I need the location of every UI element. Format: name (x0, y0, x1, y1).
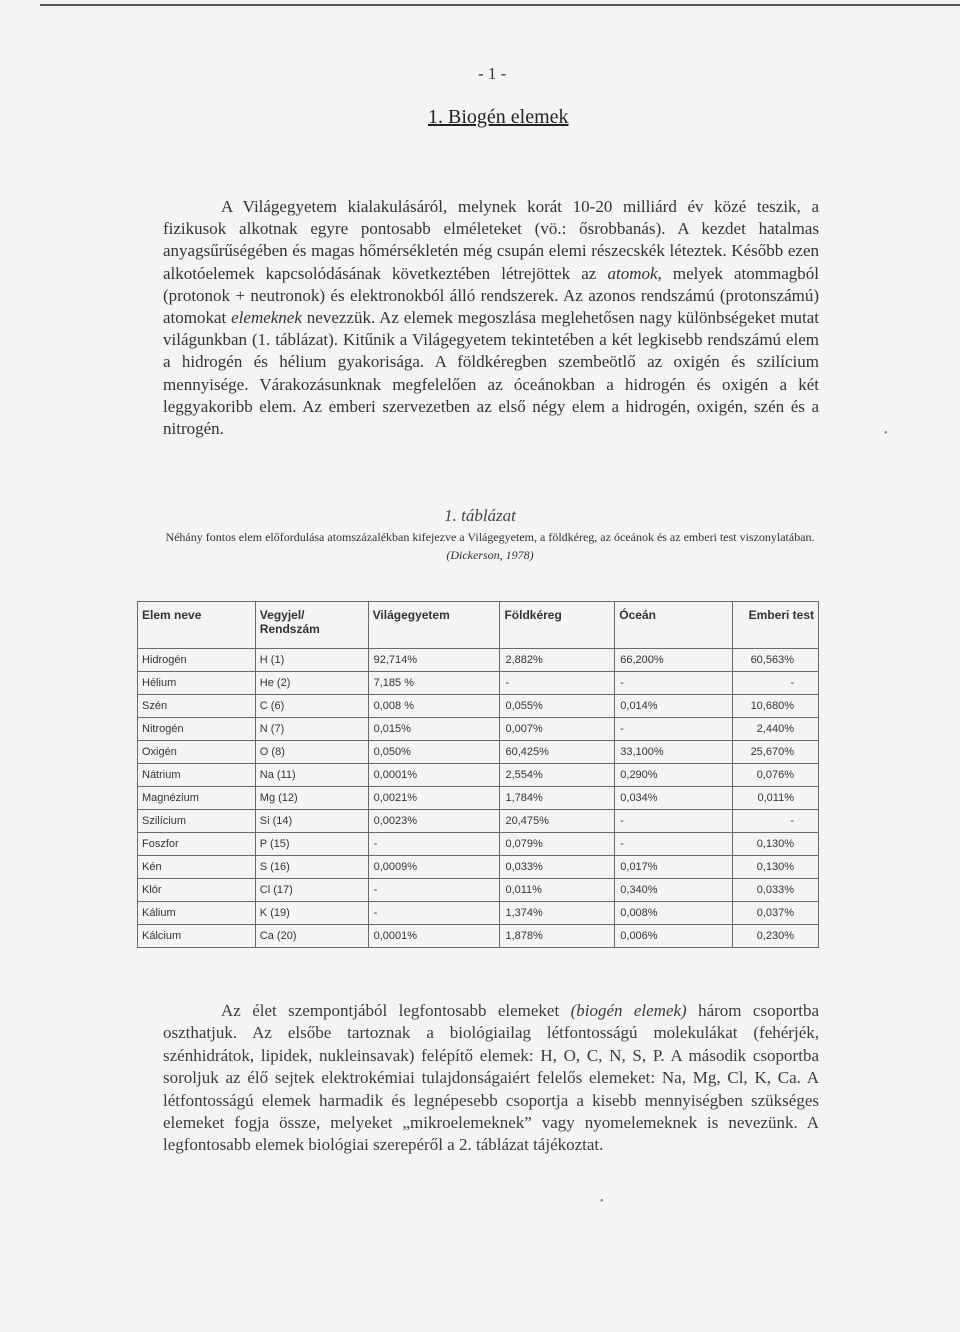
table-row (138, 902, 819, 925)
cell-elem-neve: Kén (138, 856, 256, 879)
cell-foldkereg: - (500, 672, 615, 695)
cell-ocean: 0,006% (615, 925, 733, 948)
cell-ocean: 33,100% (615, 741, 733, 764)
cell-vilagegyetem: 7,185 % (368, 672, 500, 695)
ink-mark: • (884, 428, 888, 439)
cell-foldkereg: 20,475% (500, 810, 615, 833)
cell-vegyjel: C (6) (255, 695, 368, 718)
cell-vegyjel: Mg (12) (255, 787, 368, 810)
element-abundance-table (137, 601, 819, 948)
cell-emberi-test: 0,011% (733, 787, 819, 810)
cell-ocean: 66,200% (615, 649, 733, 672)
cell-emberi-test: 2,440% (733, 718, 819, 741)
cell-elem-neve: Foszfor (138, 833, 256, 856)
intro-text-3: nevezzük. Az elemek megoszlása meglehetősen nagy különbségeket mutat világunkban (1. táblázat). Kitűnik a Világegyetem tekintetében a két legkisebb rendszámú elem a hidrogén és hélium gyakorisága. A földkéregben szembeötlő az oxigén és szilícium mennyisége. Várakozásunknak megfelelően az óceánokban a hidrogén és oxigén a két leggyakoribb elem. Az emberi szervezetben az első négy elem a hidrogén, oxigén, szén és a nitrogén. (163, 308, 819, 439)
table-header-row (138, 602, 819, 649)
cell-ocean: 0,014% (615, 695, 733, 718)
cell-ocean: - (615, 810, 733, 833)
cell-foldkereg: 0,033% (500, 856, 615, 879)
header-vegyjel: Vegyjel/ Rendszám (255, 602, 368, 649)
cell-vegyjel: Ca (20) (255, 925, 368, 948)
cell-vilagegyetem: 0,0009% (368, 856, 500, 879)
cell-vilagegyetem: 0,0021% (368, 787, 500, 810)
cell-vegyjel: Si (14) (255, 810, 368, 833)
table-row (138, 787, 819, 810)
closing-text-1: Az élet szempontjából legfontosabb elemeket (221, 1001, 571, 1020)
cell-vilagegyetem: 0,008 % (368, 695, 500, 718)
table-row (138, 695, 819, 718)
cell-emberi-test: 0,130% (733, 856, 819, 879)
cell-elem-neve: Kálcium (138, 925, 256, 948)
table-row (138, 649, 819, 672)
cell-elem-neve: Nátrium (138, 764, 256, 787)
cell-emberi-test: 0,033% (733, 879, 819, 902)
cell-elem-neve: Klór (138, 879, 256, 902)
cell-elem-neve: Szén (138, 695, 256, 718)
cell-ocean: - (615, 672, 733, 695)
cell-elem-neve: Nitrogén (138, 718, 256, 741)
intro-paragraph (163, 196, 819, 440)
cell-ocean: 0,340% (615, 879, 733, 902)
closing-paragraph (163, 1000, 819, 1157)
table-row (138, 764, 819, 787)
cell-elem-neve: Szilícium (138, 810, 256, 833)
cell-foldkereg: 1,878% (500, 925, 615, 948)
cell-vilagegyetem: 0,050% (368, 741, 500, 764)
cell-vegyjel: O (8) (255, 741, 368, 764)
cell-foldkereg: 0,007% (500, 718, 615, 741)
header-emberi-test: Emberi test (733, 602, 819, 649)
top-rule (40, 4, 960, 6)
intro-text-2: , melyek atommagból (protonok + neutronok) és elektronokból álló rendszerek. Az azonos rendszámú (protonszámú) atomokat (163, 263, 819, 328)
chapter-title: 1. Biogén elemek (428, 106, 569, 128)
cell-foldkereg: 2,554% (500, 764, 615, 787)
table-row (138, 672, 819, 695)
cell-elem-neve: Oxigén (138, 741, 256, 764)
cell-emberi-test: 25,670% (733, 741, 819, 764)
term-elemeknek: elemeknek (231, 308, 302, 328)
table-row (138, 833, 819, 856)
table-caption (150, 528, 830, 564)
table-row (138, 925, 819, 948)
header-ocean: Óceán (615, 602, 733, 649)
closing-text-2: három csoportba oszthatjuk. Az elsőbe tartoznak a biológiailag létfontosságú molekulákat (fehérjék, szénhidrátok, lipidek, nukleinsavak) felépítő elemek: H, O, C, N, S, P. A második csoportba soroljuk az élő sejtek elektrokémiai tulajdonságaiért felelős elemeket: Na, Mg, Cl, K, Ca. A létfontosságú elemek harmadik és legnépesebb csoportja a kisebb mennyiségben szükséges elemeket fogja össze, melyeket „mikroelemeknek” vagy nyomelemeknek is nevezünk. A legfontosabb elemek biológiai szerepéről a 2. táblázat tájékoztat. (163, 1001, 819, 1155)
cell-vegyjel: H (1) (255, 649, 368, 672)
cell-foldkereg: 0,079% (500, 833, 615, 856)
cell-elem-neve: Hélium (138, 672, 256, 695)
cell-elem-neve: Kálium (138, 902, 256, 925)
header-vilagegyetem: Világegyetem (368, 602, 500, 649)
cell-ocean: 0,017% (615, 856, 733, 879)
cell-ocean: - (615, 833, 733, 856)
table-row (138, 810, 819, 833)
cell-emberi-test: - (733, 810, 819, 833)
table-row (138, 718, 819, 741)
cell-vegyjel: S (16) (255, 856, 368, 879)
cell-emberi-test: 60,563% (733, 649, 819, 672)
cell-vegyjel: Cl (17) (255, 879, 368, 902)
cell-vilagegyetem: 0,0001% (368, 925, 500, 948)
cell-foldkereg: 2,882% (500, 649, 615, 672)
cell-vilagegyetem: 0,0001% (368, 764, 500, 787)
cell-vegyjel: He (2) (255, 672, 368, 695)
cell-vilagegyetem: - (368, 902, 500, 925)
cell-vegyjel: Na (11) (255, 764, 368, 787)
cell-vilagegyetem: - (368, 833, 500, 856)
cell-emberi-test: 0,037% (733, 902, 819, 925)
cell-emberi-test: - (733, 672, 819, 695)
cell-emberi-test: 0,130% (733, 833, 819, 856)
term-biogen-elemek: (biogén elemek) (570, 1001, 687, 1020)
table-caption-number: 1. táblázat (444, 506, 516, 525)
cell-ocean: 0,034% (615, 787, 733, 810)
cell-vilagegyetem: 92,714% (368, 649, 500, 672)
cell-emberi-test: 10,680% (733, 695, 819, 718)
cell-vilagegyetem: 0,0023% (368, 810, 500, 833)
cell-ocean: 0,290% (615, 764, 733, 787)
table-caption-source: (Dickerson, 1978) (446, 548, 534, 562)
cell-foldkereg: 0,011% (500, 879, 615, 902)
header-foldkereg: Földkéreg (500, 602, 615, 649)
cell-ocean: 0,008% (615, 902, 733, 925)
page-number: - 1 - (478, 64, 507, 83)
cell-foldkereg: 1,374% (500, 902, 615, 925)
cell-vegyjel: K (19) (255, 902, 368, 925)
cell-ocean: - (615, 718, 733, 741)
table-caption-text: Néhány fontos elem előfordulása atomszázalékban kifejezve a Világegyetem, a földkéreg, az óceánok és az emberi test viszonylatában. (165, 530, 815, 544)
cell-elem-neve: Magnézium (138, 787, 256, 810)
cell-vilagegyetem: 0,015% (368, 718, 500, 741)
cell-foldkereg: 0,055% (500, 695, 615, 718)
header-elem-neve: Elem neve (138, 602, 256, 649)
table-row (138, 856, 819, 879)
cell-vilagegyetem: - (368, 879, 500, 902)
cell-foldkereg: 1,784% (500, 787, 615, 810)
cell-emberi-test: 0,076% (733, 764, 819, 787)
intro-text-1: A Világegyetem kialakulásáról, melynek korát 10-20 milliárd év közé teszik, a fizikusok alkotnak egyre pontosabb elméleteket (vö.: ősrobbanás). A kezdet hatalmas anyagsűrűségében és magas hőmérsékletén még csupán elemi részecskék léteztek. Később ezen alkotóelemek kapcsolódásának következtében létrejöttek az (163, 197, 819, 283)
cell-vegyjel: P (15) (255, 833, 368, 856)
cell-elem-neve: Hidrogén (138, 649, 256, 672)
cell-emberi-test: 0,230% (733, 925, 819, 948)
table-row (138, 741, 819, 764)
term-atomok: atomok (607, 263, 658, 283)
ink-mark: • (600, 1196, 604, 1207)
cell-vegyjel: N (7) (255, 718, 368, 741)
cell-foldkereg: 60,425% (500, 741, 615, 764)
table-row (138, 879, 819, 902)
